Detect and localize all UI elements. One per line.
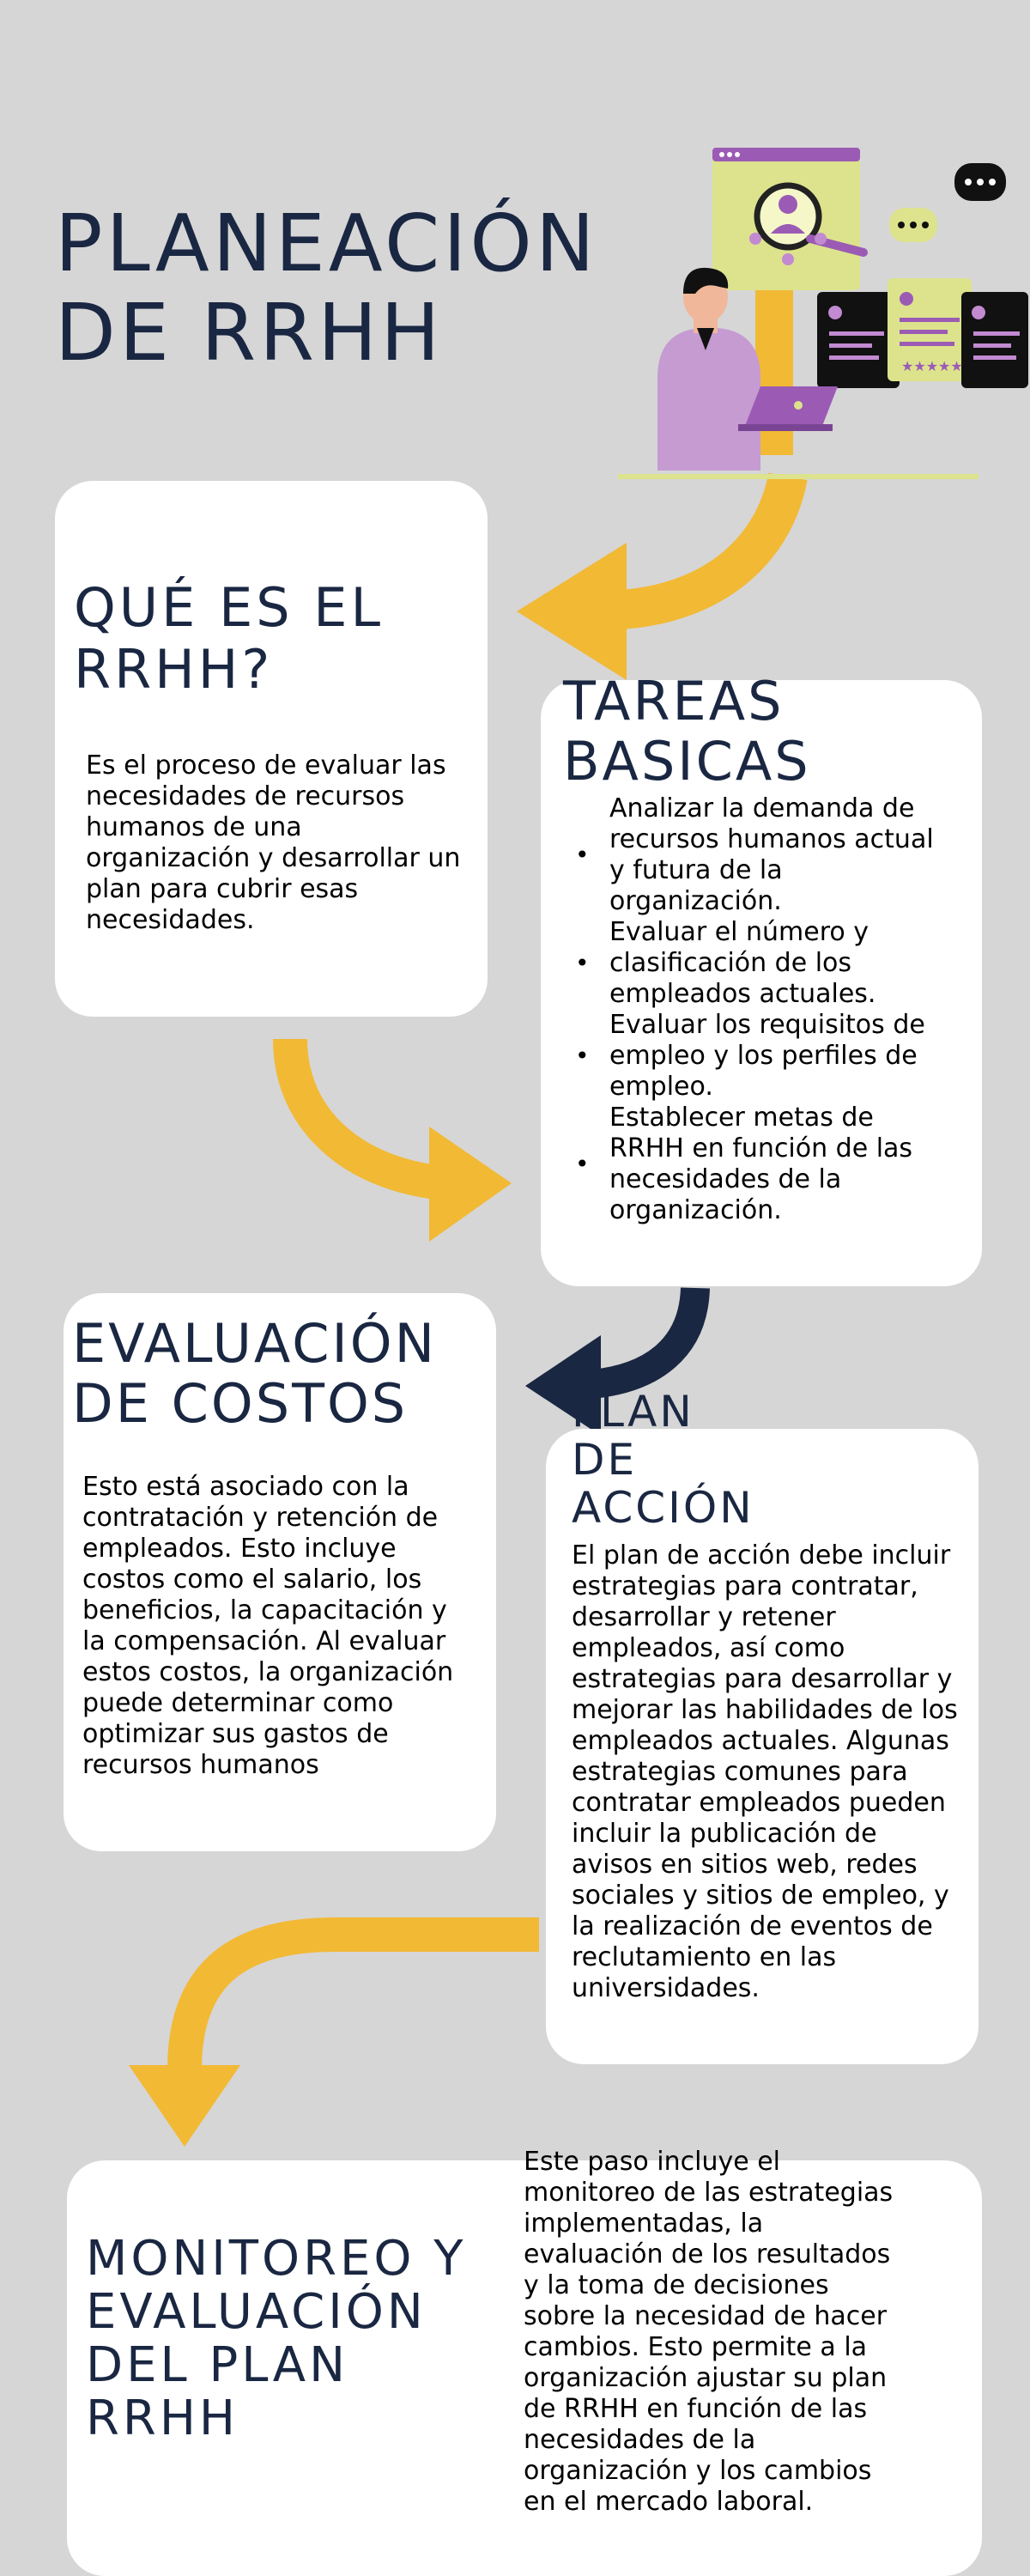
page-title-line2: DE RRHH bbox=[55, 287, 444, 379]
heading-tareas bbox=[563, 671, 811, 792]
text-que-es: Es el proceso de evaluar las necesidades de recursos humanos de una organización y desarrollar un plan para cubrir esas necesidades. bbox=[86, 750, 461, 935]
heading-plan-line3: ACCIÓN bbox=[572, 1483, 754, 1533]
card-que-es bbox=[55, 481, 488, 1017]
hr-illustration bbox=[601, 129, 1030, 489]
arrow-4-head bbox=[129, 2065, 240, 2147]
heading-que-es bbox=[74, 577, 384, 701]
tasks-list bbox=[575, 793, 953, 1226]
page-title-line1: PLANEACIÓN bbox=[55, 197, 598, 289]
heading-monitoreo-line2: EVALUACIÓN bbox=[86, 2284, 427, 2340]
heading-que-es-line1: QUÉ ES EL bbox=[74, 576, 385, 639]
arrow-3 bbox=[592, 1288, 695, 1384]
heading-plan bbox=[572, 1388, 754, 1532]
svg-text:★★★★★: ★★★★★ bbox=[901, 358, 963, 374]
task-item: • Evaluar los requisitos de empleo y los perfiles de empleo. bbox=[575, 1010, 953, 1103]
heading-costos-line1: EVALUACIÓN bbox=[72, 1312, 437, 1375]
heading-monitoreo-line4: RRHH bbox=[86, 2391, 239, 2446]
text-costos: Esto está asociado con la contratación y retención de empleados. Esto incluye costos como el salario, los beneficios, la capacitación y la compensación. Al evaluar estos costos, la organización puede determinar como optimizar sus gastos de recursos humanos bbox=[82, 1472, 454, 1780]
chat-bubble-icon bbox=[889, 163, 1006, 242]
heading-plan-line2: DE bbox=[572, 1435, 638, 1485]
text-plan: El plan de acción debe incluir estrategias para contratar, desarrollar y retener empleados, así como estrategias para desarrollar y mejorar las habilidades de los empleados actuales. Algunas estrategias comunes para contratar empleados pueden incluir la publicación de avisos en sitios web, redes sociales y sitios de empleo, y la realización de eventos de reclutamiento en las universidades. bbox=[572, 1540, 958, 2003]
arrow-2-head bbox=[429, 1127, 512, 1242]
arrow-1 bbox=[618, 477, 788, 610]
heading-monitoreo-line1: MONITOREO Y bbox=[86, 2231, 467, 2287]
text-monitoreo: Este paso incluye el monitoreo de las estrategias implementadas, la evaluación de los resultados y la toma de decisiones sobre la necesidad de hacer cambios. Esto permite a la organización ajustar su plan de RRHH en función de las necesidades de la organización y los cambios en el mercado laboral. bbox=[524, 2147, 894, 2517]
task-item: • Analizar la demanda de recursos humanos actual y futura de la organización. bbox=[575, 793, 953, 917]
heading-que-es-line2: RRHH? bbox=[74, 638, 274, 701]
task-item: • Evaluar el número y clasificación de los empleados actuales. bbox=[575, 917, 953, 1010]
resume-documents-icon bbox=[817, 278, 1028, 388]
heading-costos-line2: DE COSTOS bbox=[72, 1372, 409, 1435]
heading-monitoreo-line3: DEL PLAN bbox=[86, 2337, 348, 2393]
page-title bbox=[55, 199, 598, 378]
arrow-1-head bbox=[517, 543, 627, 680]
arrow-4 bbox=[185, 1935, 539, 2069]
heading-costos bbox=[72, 1314, 437, 1434]
heading-tareas-line2: BASICAS bbox=[563, 730, 811, 793]
task-item: • Establecer metas de RRHH en función de las necesidades de la organización. bbox=[575, 1103, 953, 1226]
heading-tareas-line1: TAREAS bbox=[563, 670, 785, 732]
heading-monitoreo bbox=[86, 2233, 466, 2445]
heading-plan-line1: PLAN bbox=[572, 1387, 694, 1437]
arrow-2 bbox=[290, 1039, 446, 1183]
